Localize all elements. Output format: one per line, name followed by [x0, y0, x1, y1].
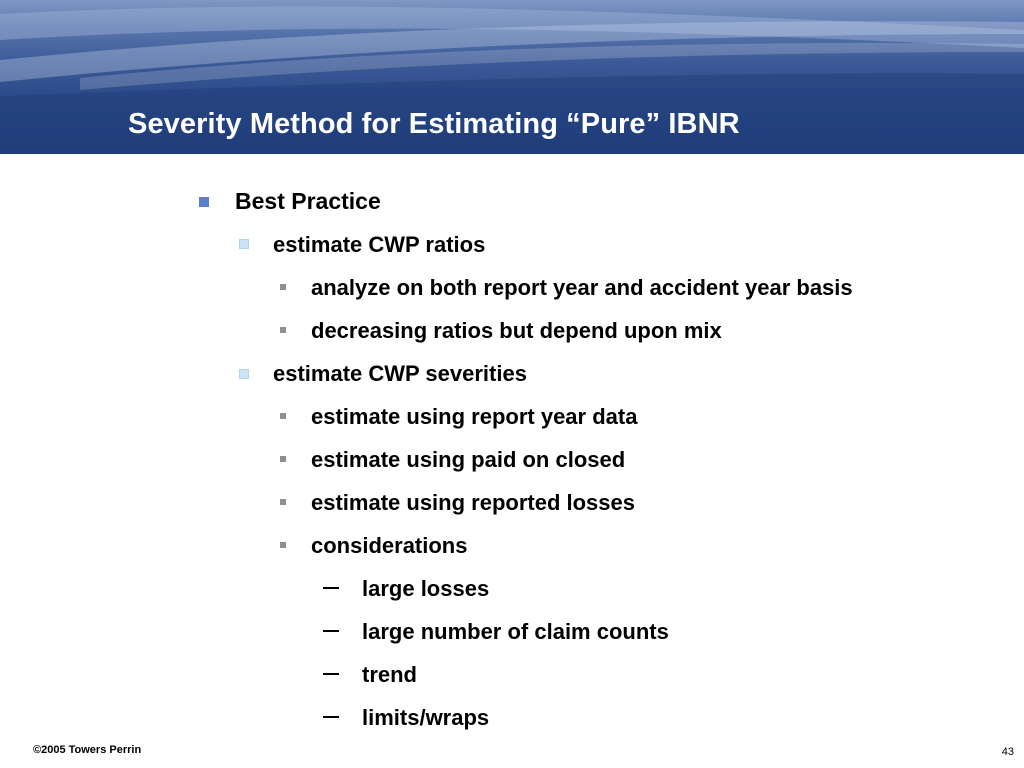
bullet-small-square-icon [280, 413, 286, 419]
header-banner [0, 0, 1024, 154]
bullet-small-square-icon [280, 456, 286, 462]
page-number: 43 [1001, 746, 1014, 758]
footer-copyright: ©2005 Towers Perrin [33, 744, 142, 756]
bullet-small-square-icon [280, 499, 286, 505]
bullet-square-icon [239, 369, 249, 379]
bullet-small-square-icon [280, 327, 286, 333]
bullet-item: decreasing ratios but depend upon mix [311, 318, 722, 343]
bullet-item: Best Practice [235, 188, 381, 214]
bullet-item: limits/wraps [362, 705, 490, 730]
bullet-item: considerations [311, 533, 468, 558]
bullet-item: estimate CWP ratios [273, 232, 486, 257]
bullet-dash-icon [323, 587, 339, 589]
bullet-dash-icon [323, 716, 339, 718]
bullet-square-icon [199, 197, 209, 207]
bullet-item: estimate using reported losses [311, 490, 635, 515]
bullet-dash-icon [323, 630, 339, 632]
bullet-item: estimate using report year data [311, 404, 638, 429]
bullet-dash-icon [323, 673, 339, 675]
bullet-item: estimate using paid on closed [311, 447, 626, 472]
bullet-item: analyze on both report year and accident year basis [311, 275, 853, 300]
bullet-small-square-icon [280, 542, 286, 548]
bullet-item: estimate CWP severities [273, 361, 527, 386]
slide-title: Severity Method for Estimating “Pure” IBNR [128, 108, 740, 140]
bullet-square-icon [239, 239, 249, 249]
bullet-item: large number of claim counts [362, 619, 669, 644]
bullet-item: large losses [362, 576, 490, 601]
bullet-item: trend [362, 662, 417, 687]
bullet-small-square-icon [280, 284, 286, 290]
